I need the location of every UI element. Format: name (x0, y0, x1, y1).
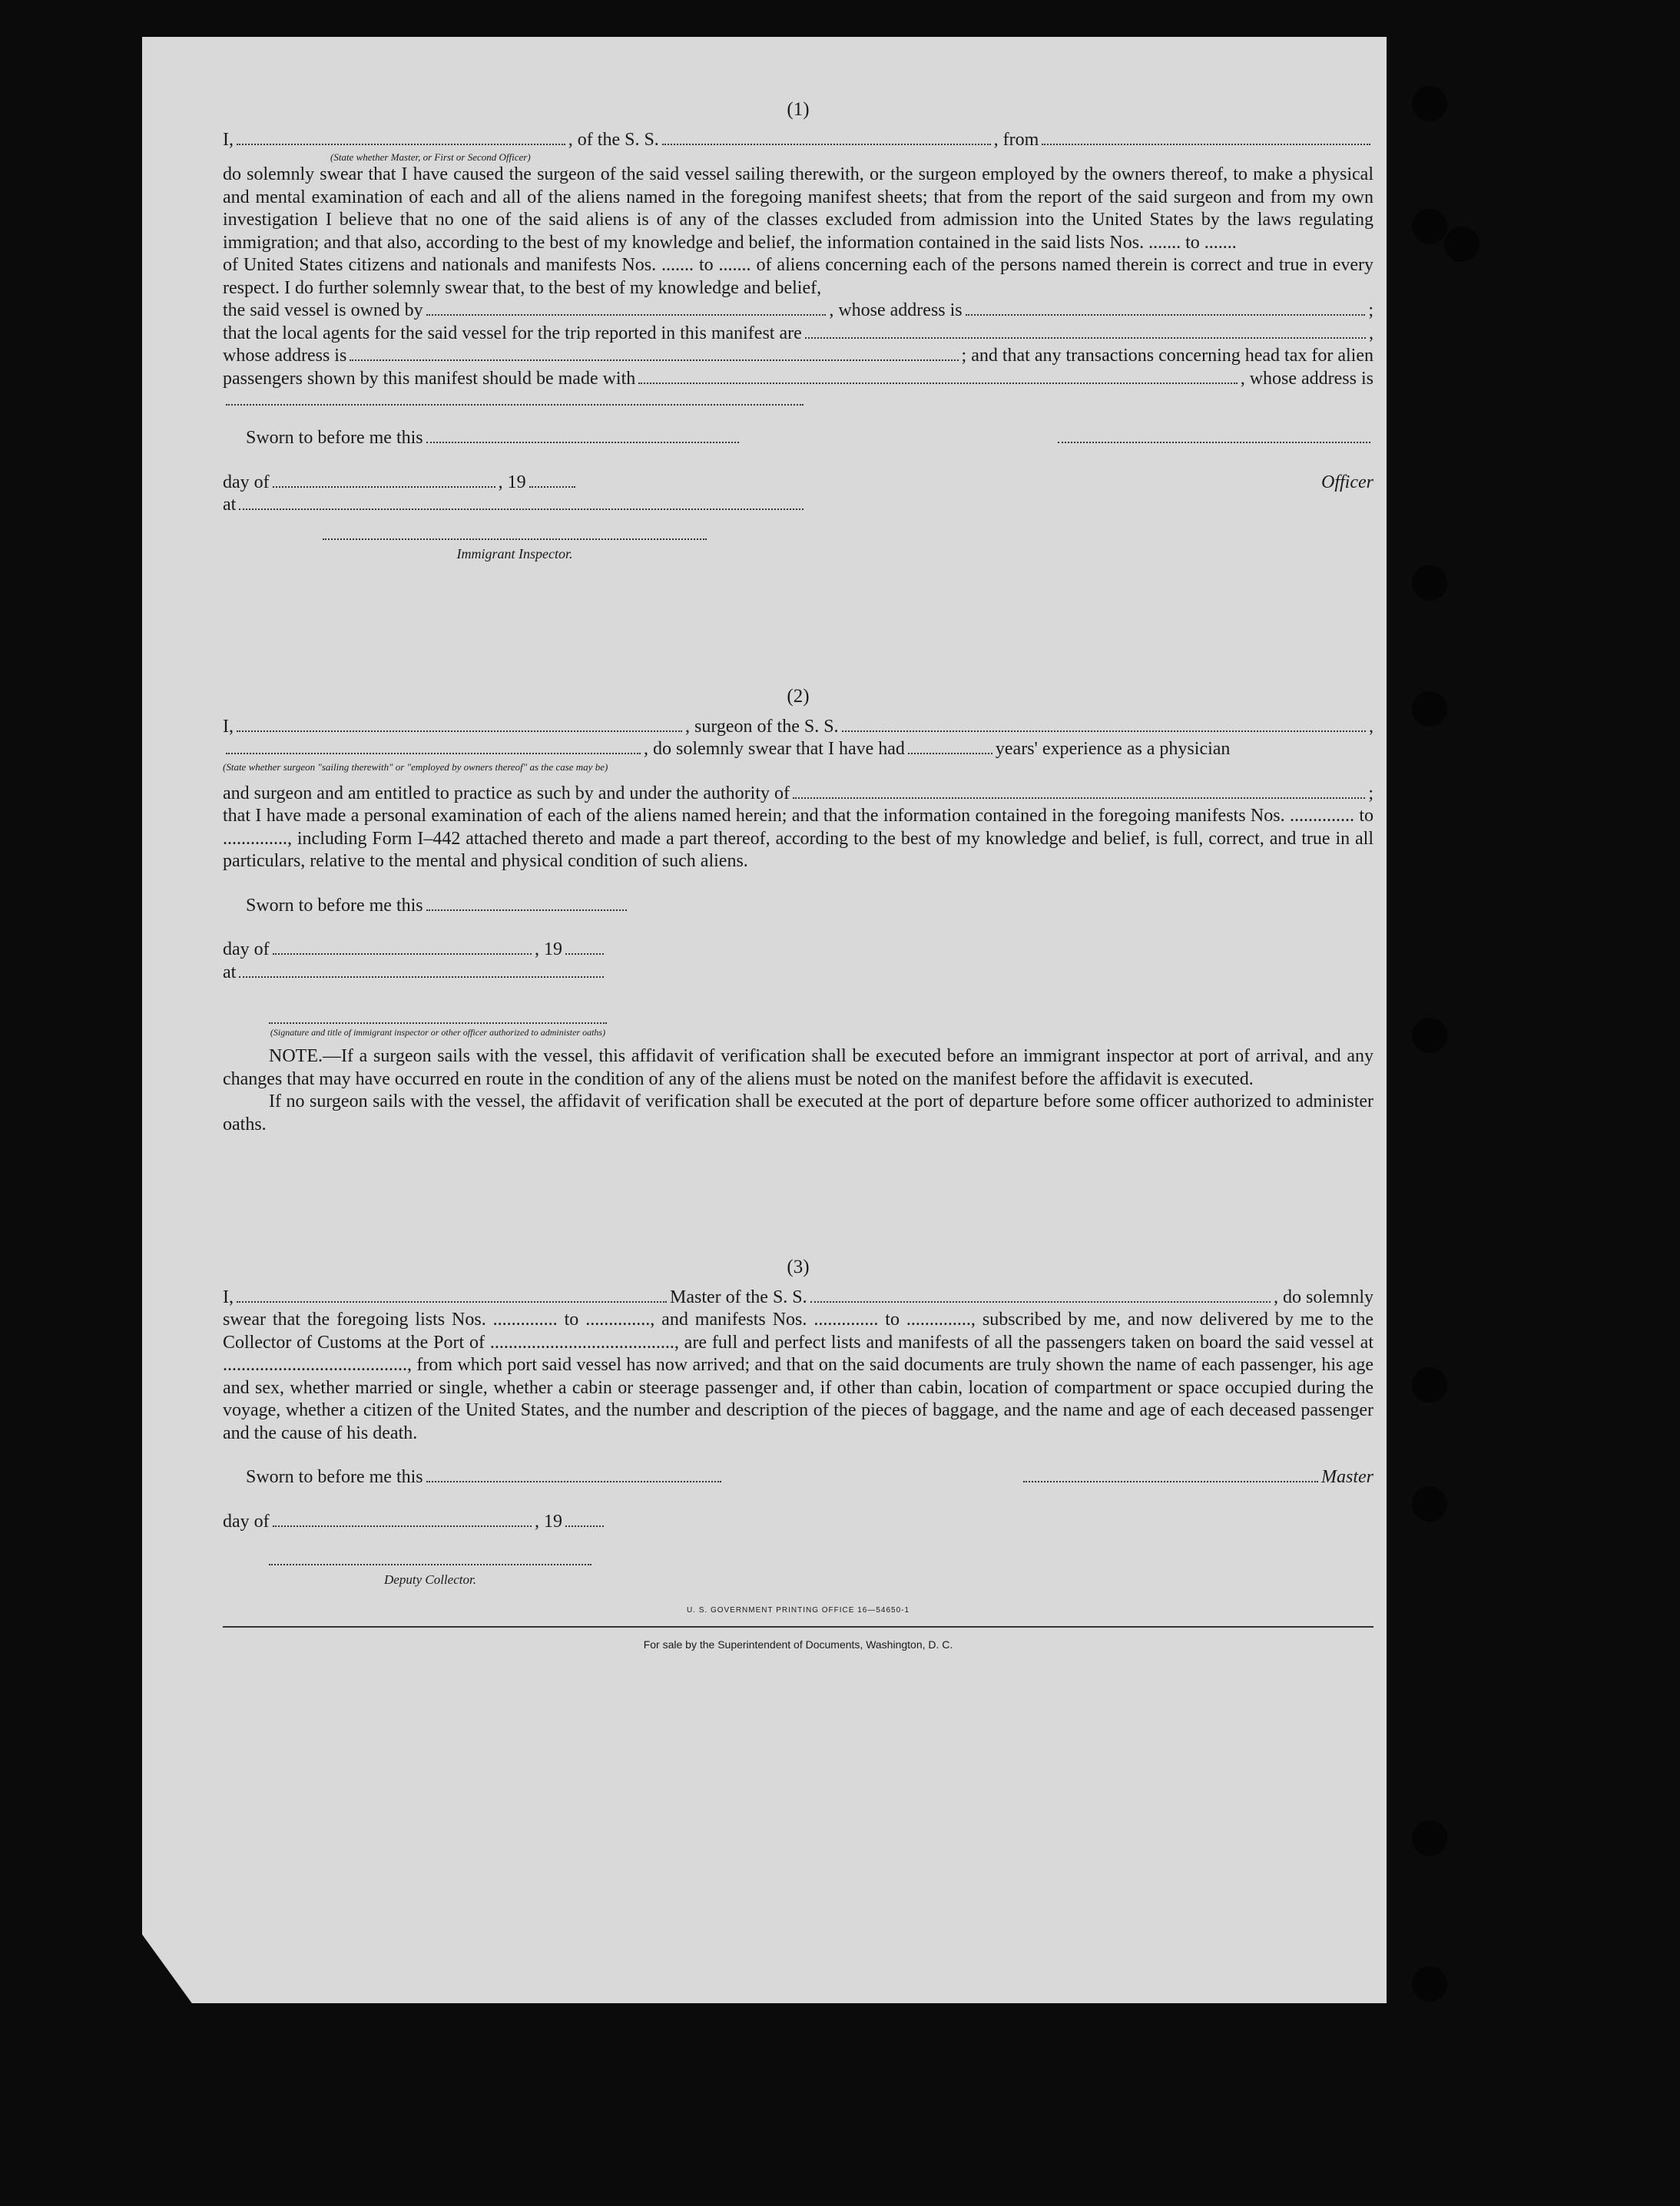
section-1-number: (1) (787, 99, 810, 120)
s1-owned-row: the said vessel is owned by , whose address is ; (223, 300, 1374, 320)
s2-caption: (State whether surgeon "sailing therewith" or "employed by owners thereof" as the case may be) (223, 760, 608, 773)
s2-paragraph-1: that I have made a personal examination of each of the aliens named herein; and that the information contained in the foregoing manifests Nos. .............. to .............., including Form I–442 attached thereto and made a part thereof, according to the best of my knowledge and belief, is full, correct, and true in all particulars, relative to the mental and physical condition of such aliens. (223, 806, 1373, 871)
s1-agents-row: that the local agents for the said vessel for the trip reported in this manifest are , (223, 323, 1373, 343)
s2-sworn-row: Sworn to before me this (223, 895, 630, 918)
s1-officer-signature-field[interactable] (1058, 428, 1370, 443)
s1-paragraph-1: do solemnly swear that I have caused the surgeon of the said vessel sailing therewith, or the surgeon employed by the owners thereof, to make a physical and mental examination of each and all of the aliens named in the foregoing manifest sheets; that from the report of the said surgeon and from my own investigation I believe that no one of the said aliens is of any of the classes excluded from admission into the United States by the laws regulating immigration; and that also, according to the best of my knowledge and belief, the information contained in the said lists Nos. ....... to ....... (223, 164, 1373, 253)
s1-headtax-address-row (223, 390, 807, 406)
s2-at-row: at (223, 962, 607, 985)
punch-hole-1 (1412, 86, 1447, 121)
s1-headtax-address-field[interactable] (226, 390, 804, 406)
s1-from-field[interactable] (1042, 130, 1370, 145)
s2-vessel-field[interactable] (842, 717, 1366, 732)
s2-signature-line[interactable] (269, 1022, 607, 1038)
s2-authority-field[interactable] (793, 783, 1365, 799)
s1-agents-field[interactable] (805, 323, 1366, 339)
section-3-number: (3) (787, 1257, 810, 1277)
section-2-number: (2) (787, 686, 810, 707)
s2-name-field[interactable] (237, 717, 682, 732)
s2-day-field[interactable] (273, 939, 532, 955)
s1-at-field[interactable] (239, 495, 804, 510)
footer-rule (223, 1626, 1373, 1628)
punch-hole-4 (1412, 565, 1447, 601)
s1-day-field[interactable] (273, 472, 495, 488)
s2-at-field[interactable] (239, 962, 604, 978)
punch-hole-5 (1412, 691, 1447, 727)
s3-sworn-field[interactable] (426, 1467, 721, 1482)
s2-authority-row: and surgeon and am entitled to practice as such by and under the authority of ; (223, 783, 1373, 803)
s1-paragraph-2: of United States citizens and nationals and manifests Nos. ....... to ....... of aliens concerning each of the persons named therein is correct and true in every respect. I do further solemnly swear that, to the best of my knowledge and belief, (223, 255, 1373, 298)
punch-hole-7 (1412, 1367, 1447, 1403)
s1-agents-address-field[interactable] (350, 346, 958, 361)
s1-owner-address-field[interactable] (966, 300, 1366, 316)
s2-day-row: day of , 19 (223, 939, 607, 962)
s3-day-field[interactable] (273, 1512, 532, 1527)
print-office-line: U. S. GOVERNMENT PRINTING OFFICE 16—54650-1 (686, 1605, 910, 1615)
s3-day-row: day of , 19 (223, 1511, 607, 1534)
s1-year-field[interactable] (529, 472, 575, 488)
s3-master-signature-field[interactable] (1023, 1467, 1318, 1482)
s3-sworn-row: Sworn to before me this Master (223, 1466, 1373, 1489)
affidavit-text (223, 94, 1373, 1657)
s1-headtax-field[interactable] (638, 369, 1237, 384)
punch-hole-6 (1412, 1018, 1447, 1053)
s2-sailing-field[interactable] (226, 739, 641, 754)
s2-years-field[interactable] (908, 739, 992, 754)
s1-address-row: whose address is ; and that any transactions concerning head tax for alien (223, 346, 1373, 366)
s1-vessel-field[interactable] (662, 130, 991, 145)
s1-day-row: day of , 19 Officer (223, 472, 1373, 495)
s3-vessel-field[interactable] (810, 1287, 1271, 1303)
s3-paragraph-1: swear that the foregoing lists Nos. .............. to .............., and manifests Nos. .............. to .............., subscribed by me, and now delivered by me to the Collector of Customs at the Port of ........................................, are full and perfect lists and manifests of all the passengers taken on board the said vessel at ........................................, from which port said vessel has now arrived; and that on the said documents are truly shown the name of each passenger, his age and sex, whether married or single, whether a cabin or steerage passenger and, if other than cabin, location of compartment or space occupied during the voyage, whether a citizen of the United States, and the number and description of the pieces of baggage, and the name and age of each deceased passenger and the cause of his death. (223, 1310, 1373, 1443)
s1-officer-label: Officer (1321, 472, 1373, 492)
s1-sworn-row: Sworn to before me this (223, 427, 1373, 450)
s2-intro-row-2: , do solemnly swear that I have had years' experience as a physician (223, 738, 1373, 761)
punch-hole-10 (1412, 1966, 1447, 2002)
s3-master-label: Master (1320, 1467, 1373, 1487)
s3-name-field[interactable] (237, 1287, 667, 1303)
punch-hole-8 (1412, 1486, 1447, 1522)
s3-intro-row: I, Master of the S. S. , do solemnly (223, 1287, 1373, 1307)
s1-sworn-field[interactable] (426, 428, 739, 443)
s2-year-field[interactable] (565, 939, 604, 955)
s1-at-row: at (223, 494, 807, 517)
s1-passengers-row: passengers shown by this manifest should be made with , whose address is (223, 368, 1373, 389)
s2-intro-row: I, , surgeon of the S. S. , (223, 716, 1373, 737)
s1-caption: (State whether Master, or First or Second Officer) (330, 151, 531, 163)
s2-note: NOTE.—If a surgeon sails with the vessel, this affidavit of verification shall be executed before an immigrant inspector at port of arrival, and any changes that may have occurred en route in the condition of any of the aliens must be noted on the manifest before the affidavit is executed. (223, 1046, 1373, 1089)
s1-inspector-label: Immigrant Inspector. (323, 538, 707, 566)
s1-owner-field[interactable] (426, 300, 827, 316)
s2-sworn-field[interactable] (426, 896, 627, 911)
for-sale-line: For sale by the Superintendent of Documents, Washington, D. C. (643, 1638, 953, 1651)
s2-signature-caption: (Signature and title of immigrant inspector or other officer authorized to administer oaths) (270, 1027, 606, 1038)
s1-name-field[interactable] (237, 130, 565, 145)
s3-year-field[interactable] (565, 1512, 604, 1527)
s3-collector-label: Deputy Collector. (269, 1564, 591, 1592)
punch-hole-2 (1412, 209, 1447, 244)
s2-note-2: If no surgeon sails with the vessel, the affidavit of verification shall be executed at the port of departure before some officer authorized to administer oaths. (223, 1091, 1373, 1134)
s1-intro: I, , of the S. S. , from (223, 129, 1373, 152)
punch-hole-3 (1444, 227, 1480, 262)
punch-hole-9 (1412, 1820, 1447, 1856)
